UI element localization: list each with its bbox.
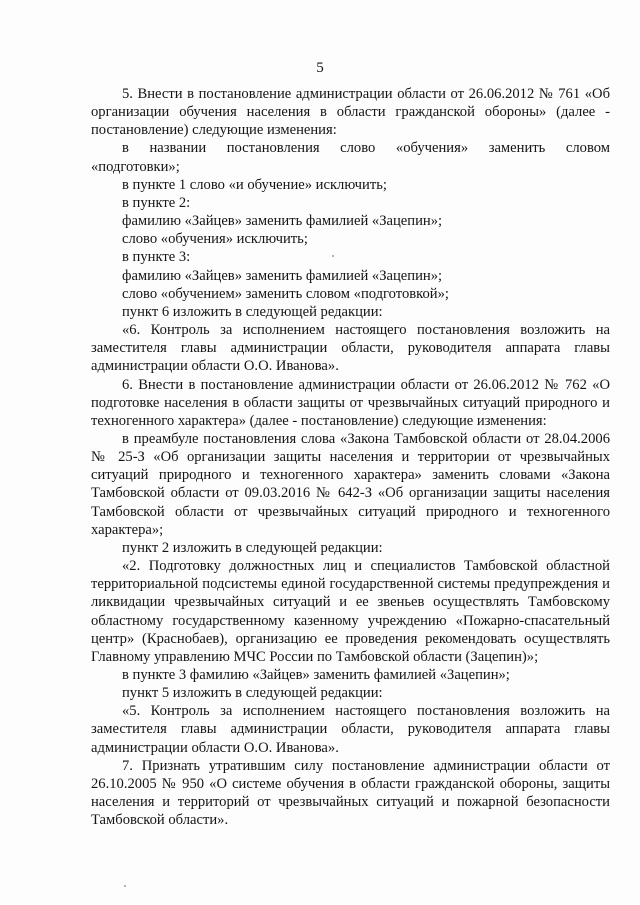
amendment-item: в пункте 3 фамилию «Зайцев» заменить фамилией «Зацепин»; (122, 667, 510, 683)
amendment-item: фамилию «Зайцев» заменить фамилией «Зацепин»; (122, 267, 443, 284)
amendment-item: в пункте 2: (122, 194, 191, 211)
page-number: 5 (316, 60, 324, 76)
amendment-item: в преамбуле постановления слова «Закона Тамбовской области от 28.04.2006 № 25-З «Об организации защиты населения и территории от чрезвычайных ситуаций природного и техногенного характера» заменить словами «Закона Тамбовской области от 09.03.2016 № 642-З «Об организации защиты населения Тамбовской области от чрезвычайных ситуаций природного и техногенного характера»; (91, 430, 610, 538)
document-body (91, 85, 610, 829)
paragraph-6: 6. Внести в постановление администрации области от 26.06.2012 № 762 «О подготовке населения в области защиты от чрезвычайных ситуаций природного и техногенного характера» (далее - постановление) следующие изменения: (91, 376, 610, 429)
amendment-item: «подготовки»; (91, 158, 180, 175)
quoted-clause: «2. Подготовку должностных лиц и специалистов Тамбовской областной территориальной подсистемы единой государственной системы предупреждения и ликвидации чрезвычайных ситуаций и ее звеньев осуществлять Тамбовскому областному государственному казенному учреждению «Пожарно-спасательный центр» (Краснобаев), организацию ее проведения рекомендовать осуществлять Главному управлению МЧС России по Тамбовской области (Зацепин)»; (91, 558, 610, 665)
amendment-item: пункт 2 изложить в следующей редакции: (122, 539, 383, 556)
amendment-item: в пункте 3: (122, 249, 191, 266)
amendment-item: в пункте 1 слово «и обучение» исключить; (122, 176, 387, 193)
quoted-clause: «6. Контроль за исполнением настоящего постановления возложить на заместителя главы администрации области, руководителя аппарата главы администрации области О.О. Иванова». (91, 322, 610, 375)
paragraph-5: 5. Внести в постановление администрации области от 26.06.2012 № 761 «Об организации обучения населения в области гражданской обороны» (далее - постановление) следующие изменения: (91, 86, 610, 139)
scan-speck (332, 255, 334, 257)
amendment-item: слово «обучением» заменить словом «подготовкой»; (122, 285, 449, 302)
amendment-item: в названии постановления слово «обучения» заменить словом (122, 140, 610, 157)
amendment-item: фамилию «Зайцев» заменить фамилией «Зацепин»; (122, 213, 443, 230)
scan-speck (124, 885, 126, 887)
amendment-item: слово «обучения» исключить; (122, 231, 308, 248)
amendment-item: пункт 6 изложить в следующей редакции: (122, 303, 383, 320)
amendment-item: пункт 5 изложить в следующей редакции: (122, 685, 383, 702)
quoted-clause: «5. Контроль за исполнением настоящего постановления возложить на заместителя главы администрации области, руководителя аппарата главы администрации области О.О. Иванова». (91, 703, 610, 756)
paragraph-7: 7. Признать утратившим силу постановление администрации области от 26.10.2005 № 950 «О системе обучения в области гражданской обороны, защиты населения и территорий от чрезвычайных ситуаций и пожарной безопасности Тамбовской области». (91, 757, 610, 829)
